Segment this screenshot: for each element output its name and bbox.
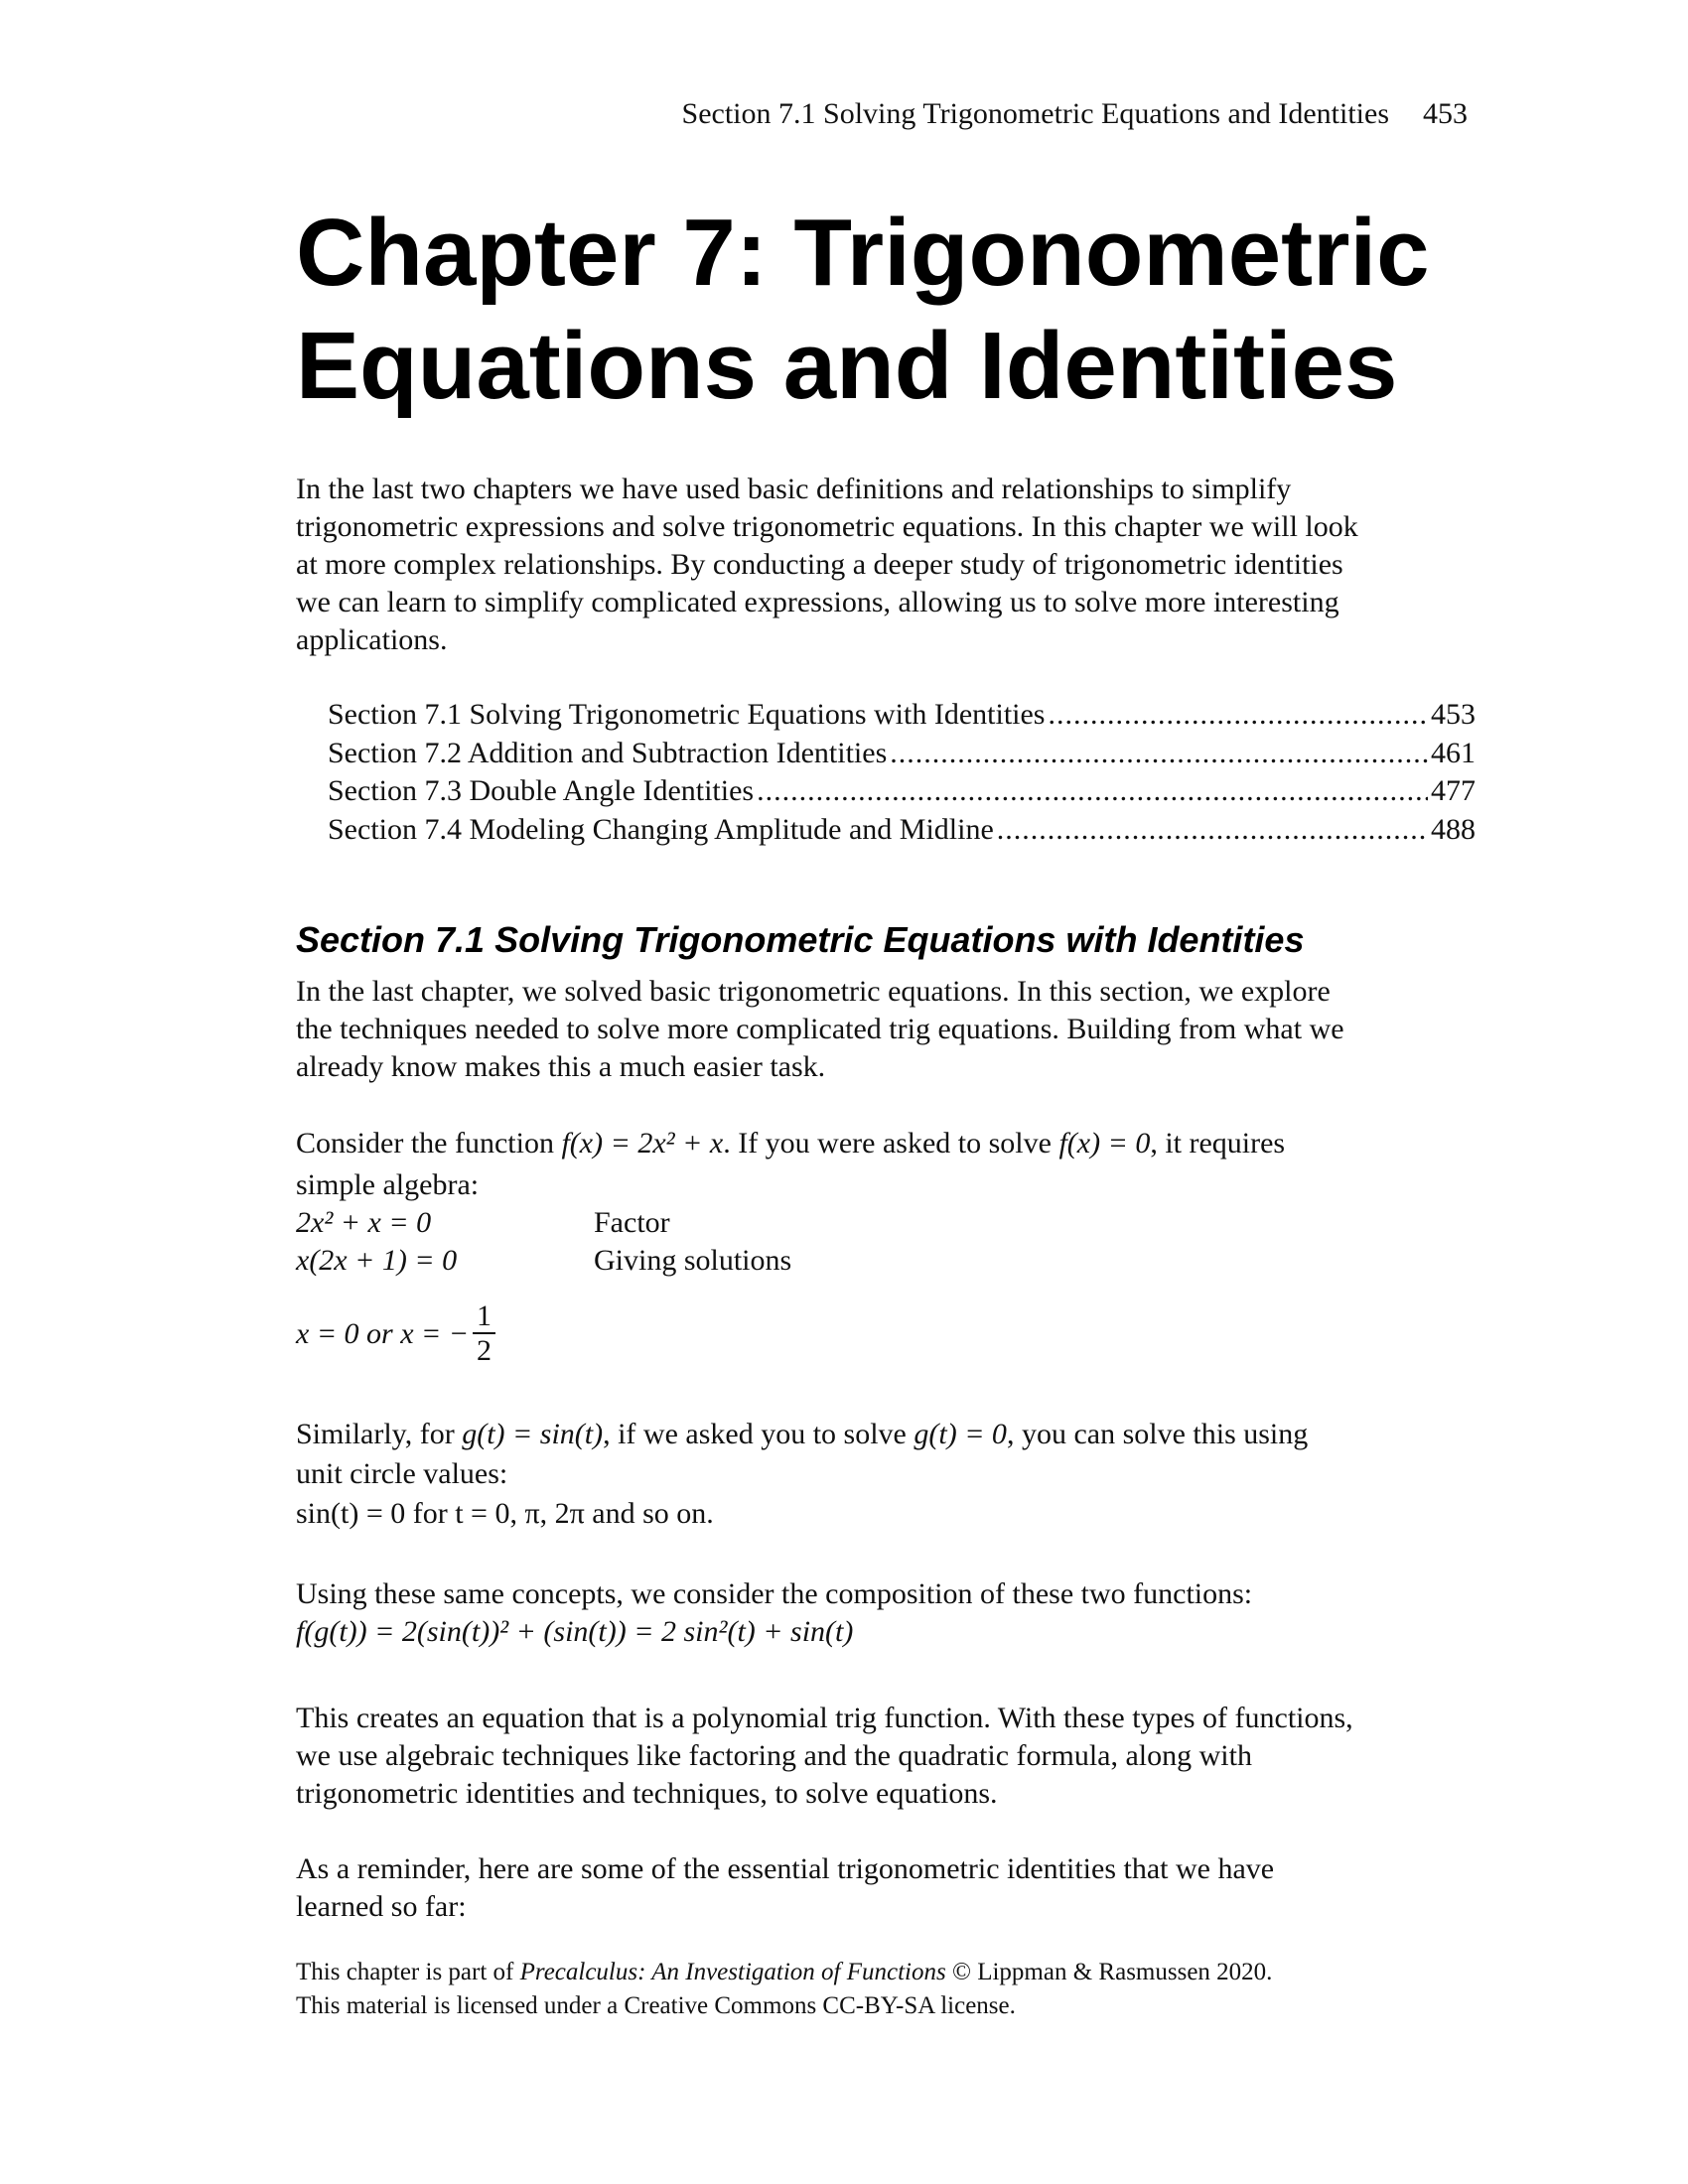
text-line: simple algebra: bbox=[296, 1168, 480, 1201]
section-heading: Section 7.1 Solving Trigonometric Equations with Identities bbox=[296, 919, 1305, 960]
text-line: at more complex relationships. By conducting a deeper study of trigonometric identities bbox=[296, 548, 1343, 581]
toc-entry[interactable] bbox=[328, 772, 1476, 811]
reminder-paragraph bbox=[296, 1850, 1477, 1926]
book-title: Precalculus: An Investigation of Functions bbox=[519, 1959, 946, 1985]
consider-middle: . If you were asked to solve bbox=[723, 1127, 1052, 1160]
text-line: As a reminder, here are some of the essential trigonometric identities that we have bbox=[296, 1852, 1275, 1885]
unit-circle-values: sin(t) = 0 for t = 0, π, 2π and so on. bbox=[296, 1497, 714, 1530]
text-line: we use algebraic techniques like factoring and the quadratic formula, along with bbox=[296, 1739, 1252, 1772]
text-line: trigonometric expressions and solve trigonometric equations. In this chapter we will look bbox=[296, 510, 1358, 543]
text-line: Using these same concepts, we consider the composition of these two functions: bbox=[296, 1577, 1253, 1610]
fraction-one-half bbox=[473, 1300, 495, 1368]
toc-entry-page: 477 bbox=[1431, 774, 1476, 807]
toc-leader-dots bbox=[890, 735, 1428, 773]
footer-copyright: © Lippman & Rasmussen 2020. bbox=[951, 1959, 1273, 1985]
fraction-denominator: 2 bbox=[477, 1334, 492, 1367]
page-number: 453 bbox=[1423, 97, 1468, 130]
algebra-note-2: Giving solutions bbox=[594, 1244, 792, 1277]
composition-paragraph bbox=[296, 1575, 1477, 1613]
text-line bbox=[296, 1415, 1477, 1454]
fraction-numerator: 1 bbox=[473, 1300, 495, 1334]
text-line: learned so far: bbox=[296, 1890, 467, 1923]
text-line: In the last two chapters we have used basic definitions and relationships to simplify bbox=[296, 473, 1292, 505]
text-line bbox=[296, 1123, 1477, 1164]
license-footer bbox=[296, 1956, 1272, 2023]
toc-entry[interactable] bbox=[328, 696, 1476, 735]
similarly-prefix: Similarly, for bbox=[296, 1418, 455, 1450]
toc-entry-page: 461 bbox=[1431, 736, 1476, 769]
running-title: Section 7.1 Solving Trigonometric Equations and Identities bbox=[681, 97, 1389, 130]
toc-entry-label: Section 7.2 Addition and Subtraction Identities bbox=[328, 736, 888, 769]
text-line: In the last chapter, we solved basic trigonometric equations. In this section, we explore bbox=[296, 975, 1331, 1008]
toc-leader-dots bbox=[757, 772, 1428, 811]
toc-entry-label: Section 7.4 Modeling Changing Amplitude and Midline bbox=[328, 812, 994, 846]
toc-entry[interactable] bbox=[328, 735, 1476, 773]
equation-f-zero: f(x) = 0 bbox=[1058, 1127, 1151, 1160]
toc-entry-page: 453 bbox=[1431, 698, 1476, 731]
toc-leader-dots bbox=[1048, 696, 1428, 735]
toc-leader-dots bbox=[997, 811, 1428, 850]
text-line: applications. bbox=[296, 623, 448, 656]
toc-entry-page: 488 bbox=[1431, 812, 1476, 846]
text-line: already know makes this a much easier task. bbox=[296, 1050, 826, 1083]
equation-g-zero: g(t) = 0 bbox=[914, 1418, 1007, 1450]
algebra-step-1: 2x² + x = 0 bbox=[296, 1206, 432, 1239]
footer-prefix: This chapter is part of bbox=[296, 1959, 514, 1985]
toc-entry[interactable] bbox=[328, 811, 1476, 850]
running-header bbox=[682, 97, 1468, 131]
algebra-note-1: Factor bbox=[594, 1206, 670, 1239]
solutions-text: x = 0 or x = − bbox=[296, 1317, 470, 1350]
similarly-middle: , if we asked you to solve bbox=[603, 1418, 907, 1450]
consider-prefix: Consider the function bbox=[296, 1127, 554, 1160]
text-line: trigonometric identities and techniques, to solve equations. bbox=[296, 1777, 998, 1810]
consider-suffix: , it requires bbox=[1150, 1127, 1286, 1160]
section-intro-paragraph bbox=[296, 973, 1477, 1086]
function-g-definition: g(t) = sin(t) bbox=[462, 1418, 604, 1450]
function-f-definition: f(x) = 2x² + x bbox=[561, 1127, 724, 1160]
toc-entry-label: Section 7.1 Solving Trigonometric Equations with Identities bbox=[328, 698, 1046, 731]
polynomial-paragraph bbox=[296, 1700, 1477, 1813]
composition-formula: f(g(t)) = 2(sin(t))² + (sin(t)) = 2 sin²(t) + sin(t) bbox=[296, 1615, 854, 1648]
similarly-suffix: , you can solve this using bbox=[1006, 1418, 1309, 1450]
chapter-title-line-1: Chapter 7: Trigonometric bbox=[296, 200, 1430, 306]
toc-entry-label: Section 7.3 Double Angle Identities bbox=[328, 774, 755, 807]
text-line: unit circle values: bbox=[296, 1457, 508, 1490]
chapter-intro-paragraph bbox=[296, 471, 1477, 659]
text-line: we can learn to simplify complicated expressions, allowing us to solve more interesting bbox=[296, 586, 1339, 618]
consider-paragraph bbox=[296, 1123, 1477, 1206]
algebra-solutions bbox=[296, 1300, 495, 1368]
text-line: This creates an equation that is a polynomial trig function. With these types of functions, bbox=[296, 1702, 1353, 1734]
chapter-title bbox=[296, 197, 1547, 423]
similarly-paragraph bbox=[296, 1415, 1477, 1534]
text-line: the techniques needed to solve more complicated trig equations. Building from what we bbox=[296, 1013, 1344, 1045]
footer-line-2: This material is licensed under a Creative Commons CC-BY-SA license. bbox=[296, 1992, 1016, 2019]
algebra-step-2: x(2x + 1) = 0 bbox=[296, 1244, 458, 1277]
footer-line-1 bbox=[296, 1956, 1272, 1989]
chapter-title-line-2: Equations and Identities bbox=[296, 313, 1398, 419]
table-of-contents bbox=[328, 696, 1476, 849]
